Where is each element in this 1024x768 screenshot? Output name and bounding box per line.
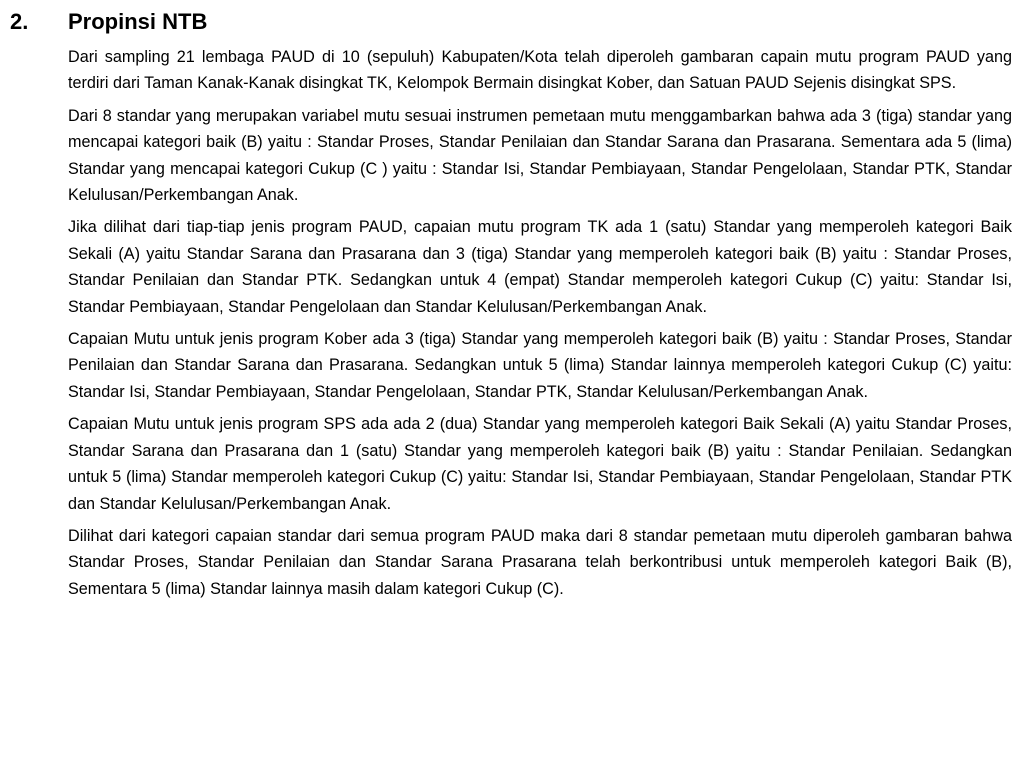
paragraph-standards-overview: Dari 8 standar yang merupakan variabel mutu sesuai instrumen pemetaan mutu menggambarkan bahwa ada 3 (tiga) standar yang mencapai kategori baik (B) yaitu : Standar Proses, Standar Penilaian dan Standar Sarana dan Prasarana. Sementara ada 5 (lima) Standar yang mencapai kategori Cukup (C ) yaitu : Standar Isi, Standar Pembiayaan, Standar Pengelolaan, Standar PTK, Standar Kelulusan/Perkembangan Anak. <box>68 106 1012 205</box>
paragraph-tk: Jika dilihat dari tiap-tiap jenis program PAUD, capaian mutu program TK ada 1 (satu) Standar yang memperoleh kategori Baik Sekali (A) yaitu Standar Sarana dan Prasarana dan 3 (tiga) Standar yang memperoleh kategori baik (B) yaitu : Standar Proses, Standar Penilaian dan Standar PTK. Sedangkan untuk 4 (empat) Standar memperoleh kategori Cukup (C) yaitu: Standar Isi, Standar Pembiayaan, Standar Pengelolaan dan Standar Kelulusan/Perkembangan Anak. <box>68 218 1012 316</box>
paragraph-conclusion: Dilihat dari kategori capaian standar dari semua program PAUD maka dari 8 standar pemetaan mutu diperoleh gambaran bahwa Standar Proses, Standar Penilaian dan Standar Sarana Prasarana telah berkontribusi untuk memperoleh kategori Baik (B), Sementara 5 (lima) Standar lainnya masih dalam kategori Cukup (C). <box>68 526 1012 598</box>
paragraph-sps: Capaian Mutu untuk jenis program SPS ada ada 2 (dua) Standar yang memperoleh kategori Baik Sekali (A) yaitu Standar Proses, Standar Sarana dan Prasarana dan 1 (satu) Standar yang memperoleh kategori baik (B) yaitu : Standar Penilaian. Sedangkan untuk 5 (lima) Standar memperoleh kategori Cukup (C) yaitu: Standar Isi, Standar Pembiayaan, Standar Pengelolaan, Standar PTK dan Standar Kelulusan/Perkembangan Anak. <box>68 415 1012 513</box>
paragraph-sampling: Dari sampling 21 lembaga PAUD di 10 (sepuluh) Kabupaten/Kota telah diperoleh gambaran capain mutu program PAUD yang terdiri dari Taman Kanak-Kanak disingkat TK, Kelompok Bermain disingkat Kober, dan Satuan PAUD Sejenis disingkat SPS. <box>68 48 1012 93</box>
section-number: 2. <box>10 9 29 34</box>
section-title: Propinsi NTB <box>68 9 208 34</box>
section-body <box>68 44 1012 608</box>
paragraph-kober: Capaian Mutu untuk jenis program Kober ada 3 (tiga) Standar yang memperoleh kategori baik (B) yaitu : Standar Proses, Standar Penilaian dan Standar Sarana dan Prasarana. Sedangkan untuk 5 (lima) Standar lainnya memperoleh kategori Cukup (C) yaitu: Standar Isi, Standar Pembiayaan, Standar Pengelolaan, Standar PTK, Standar Kelulusan/Perkembangan Anak. <box>68 330 1012 401</box>
section-heading <box>10 6 207 38</box>
